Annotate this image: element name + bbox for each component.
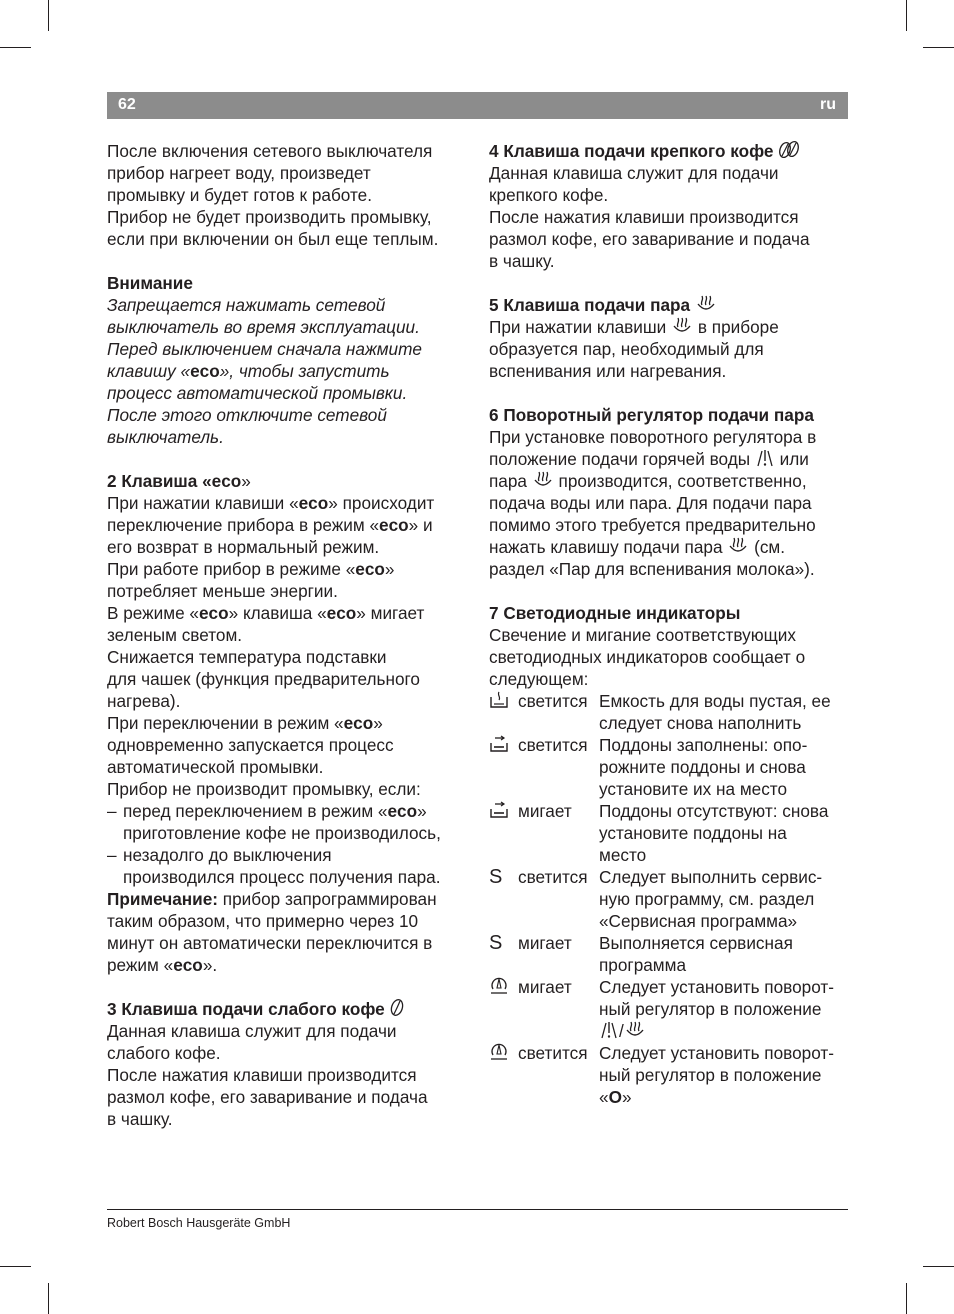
table-row (489, 800, 851, 866)
eco-key-label: eco (198, 603, 229, 623)
steam-icon (727, 537, 749, 555)
rotary-knob-icon (489, 1042, 509, 1062)
crop-mark (923, 47, 954, 48)
text-line: промывку и будет готов к работе. (107, 185, 373, 205)
text-line: После нажатия клавиши производится (489, 207, 799, 227)
indicator-status: светится (518, 691, 588, 711)
crop-mark (906, 1283, 907, 1314)
text-line: процесс автоматической промывки. (107, 383, 408, 403)
text-line: подача воды или пара. Для подачи пара (489, 493, 812, 513)
text-line: слабого кофе. (107, 1043, 221, 1063)
drip-tray-icon (489, 801, 509, 819)
service-s-icon: S (489, 932, 503, 954)
text-line: размол кофе, его заваривание и подача (107, 1087, 428, 1107)
steam-icon (532, 471, 554, 489)
text-line: переключение прибора в режим «eco» и (107, 515, 433, 535)
text-line: режим «eco». (107, 955, 218, 975)
text-line: рожните поддоны и снова (599, 757, 806, 777)
eco-key-label: eco (298, 493, 329, 513)
text-line: Емкость для воды пустая, ее (599, 691, 831, 711)
eco-key-label: eco (387, 801, 418, 821)
table-row (489, 690, 851, 734)
text-line: При переключении в режим «eco» (107, 713, 383, 733)
text-line: При нажатии клавиши «eco» происходит (107, 493, 435, 513)
text-line: следующем: (489, 669, 589, 689)
text-line: если при включении он был еще теплым. (107, 229, 439, 249)
text-line: Следует установить поворот- (599, 977, 835, 997)
text-line: минут он автоматически переключится в (107, 933, 433, 953)
text-line: После включения сетевого выключателя (107, 141, 433, 161)
text-line: потребляет меньше энергии. (107, 581, 338, 601)
footer-company: Robert Bosch Hausgeräte GmbH (107, 1216, 291, 1230)
attention-heading: Внимание (107, 273, 193, 293)
steam-icon (695, 295, 717, 313)
crop-mark (923, 1266, 954, 1267)
table-row (489, 932, 851, 976)
text-line: зеленым светом. (107, 625, 243, 645)
text-line: таким образом, что примерно через 10 (107, 911, 419, 931)
indicator-status: светится (518, 867, 588, 887)
text-line: крепкого кофе. (489, 185, 609, 205)
text-line: клавишу «eco», чтобы запустить (107, 361, 390, 381)
eco-key-label: eco (379, 515, 409, 535)
text-line: При установке поворотного регулятора в (489, 427, 817, 447)
text-line: «Сервисная программа» (599, 911, 798, 931)
text-line: Следует выполнить сервис- (599, 867, 823, 887)
text-line: светодиодных индикаторов сообщает о (489, 647, 806, 667)
section-2-heading: 2 Клавиша «eco» (107, 471, 251, 491)
steam-icon (671, 317, 693, 335)
water-tank-icon (489, 691, 509, 709)
crop-mark (0, 47, 31, 48)
indicator-status: мигает (518, 801, 572, 821)
crop-mark (906, 0, 907, 31)
text-line: Запрещается нажимать сетевой (107, 295, 386, 315)
text-line: в чашку. (107, 1109, 173, 1129)
crop-mark (48, 1283, 49, 1314)
text-line: прибор нагреет воду, произведет (107, 163, 371, 183)
steam-icon (624, 1021, 646, 1039)
indicator-table (489, 690, 851, 1108)
text-line: Поддоны заполнены: опо- (599, 735, 808, 755)
eco-key-label: eco (190, 361, 220, 381)
text-line: ный регулятор в положение (599, 999, 822, 1019)
eco-key-label: eco (326, 603, 357, 623)
table-row (489, 866, 851, 932)
table-row (489, 976, 851, 1042)
text-line: пара производится, соответственно, (489, 471, 807, 491)
service-s-icon: S (489, 866, 503, 888)
text-line: Выполняется сервисная (599, 933, 793, 953)
page-number: 62 (118, 96, 136, 113)
eco-key-label: eco (211, 471, 242, 491)
hot-water-icon (599, 1021, 619, 1039)
text-line: программа (599, 955, 687, 975)
eco-key-label: eco (343, 713, 374, 733)
section-5-heading: 5 Клавиша подачи пара (489, 294, 851, 316)
text-line: Данная клавиша служит для подачи (107, 1021, 397, 1041)
rotary-knob-icon (489, 976, 509, 996)
text-line: / (599, 1020, 851, 1042)
footer-divider (107, 1209, 848, 1210)
text-line: для чашек (функция предварительного (107, 669, 420, 689)
text-line: Данная клавиша служит для подачи (489, 163, 779, 183)
text-line: Перед выключением сначала нажмите (107, 339, 422, 359)
text-line: установите поддоны на (599, 823, 787, 843)
text-line: После этого отключите сетевой (107, 405, 387, 425)
mild-coffee-icon (390, 998, 404, 1017)
indicator-status: мигает (518, 977, 572, 997)
text-line: Прибор не производит промывку, если: (107, 779, 421, 799)
eco-key-label: eco (355, 559, 385, 579)
text-line: вспенивания или нагревания. (489, 361, 727, 381)
crop-mark (48, 0, 49, 31)
text-line: Снижается температура подставки (107, 647, 387, 667)
dash-marker: – (107, 845, 117, 865)
drip-tray-icon (489, 735, 509, 753)
text-line: положение подачи горячей воды или (489, 449, 809, 469)
indicator-status: светится (518, 735, 588, 755)
list-item (107, 800, 469, 844)
table-row (489, 1042, 851, 1108)
text-line: образуется пар, необходимый для (489, 339, 764, 359)
hot-water-icon (755, 449, 775, 467)
language-code: ru (820, 96, 836, 113)
text-line: «O» (599, 1087, 632, 1107)
text-line: Следует установить поворот- (599, 1043, 835, 1063)
left-column (107, 140, 469, 1130)
note-label: Примечание: (107, 889, 219, 909)
text-line: В режиме «eco» клавиша «eco» мигает (107, 603, 425, 623)
text-line: При нажатии клавиши в приборе (489, 317, 779, 337)
strong-coffee-icon (778, 140, 800, 159)
eco-key-label: eco (173, 955, 203, 975)
text-line: выключатель. (107, 427, 224, 447)
text-line: установите их на место (599, 779, 788, 799)
text-line: Поддоны отсутствуют: снова (599, 801, 829, 821)
section-4-heading: 4 Клавиша подачи крепкого кофе (489, 140, 851, 162)
text-line: ный регулятор в положение (599, 1065, 822, 1085)
note-line: Примечание: прибор запрограммирован (107, 889, 437, 909)
text-line: одновременно запускается процесс (107, 735, 394, 755)
text-line: в чашку. (489, 251, 555, 271)
text-line: выключатель во время эксплуатации. (107, 317, 420, 337)
right-column (489, 140, 851, 1108)
text-line: незадолго до выключения (123, 845, 332, 865)
text-line: помимо этого требуется предварительно (489, 515, 816, 535)
indicator-status: светится (518, 1043, 588, 1063)
text-line: перед переключением в режим «eco» (123, 801, 427, 821)
indicator-status: мигает (518, 933, 572, 953)
text-line: следует снова наполнить (599, 713, 802, 733)
crop-mark (0, 1266, 31, 1267)
section-3-heading: 3 Клавиша подачи слабого кофе (107, 998, 469, 1020)
text-line: производился процесс получения пара. (123, 867, 441, 887)
text-line: его возврат в нормальный режим. (107, 537, 380, 557)
page-header (107, 92, 848, 119)
text-line: место (599, 845, 647, 865)
text-line: Прибор не будет производить промывку, (107, 207, 432, 227)
text-line: нагрева). (107, 691, 181, 711)
section-7-heading: 7 Светодиодные индикаторы (489, 603, 741, 623)
text-line: После нажатия клавиши производится (107, 1065, 417, 1085)
text-line: При работе прибор в режиме «eco» (107, 559, 395, 579)
list-item (107, 844, 469, 888)
off-position-symbol: O (608, 1087, 622, 1107)
text-line: Свечение и мигание соответствующих (489, 625, 796, 645)
table-row (489, 734, 851, 800)
text-line: размол кофе, его заваривание и подача (489, 229, 810, 249)
text-line: приготовление кофе не производилось, (123, 823, 441, 843)
text-line: ную программу, см. раздел (599, 889, 815, 909)
text-line: раздел «Пар для вспенивания молока»). (489, 559, 815, 579)
text-line: нажать клавишу подачи пара (см. (489, 537, 786, 557)
text-line: автоматической промывки. (107, 757, 324, 777)
dash-marker: – (107, 801, 117, 821)
section-6-heading: 6 Поворотный регулятор подачи пара (489, 405, 814, 425)
